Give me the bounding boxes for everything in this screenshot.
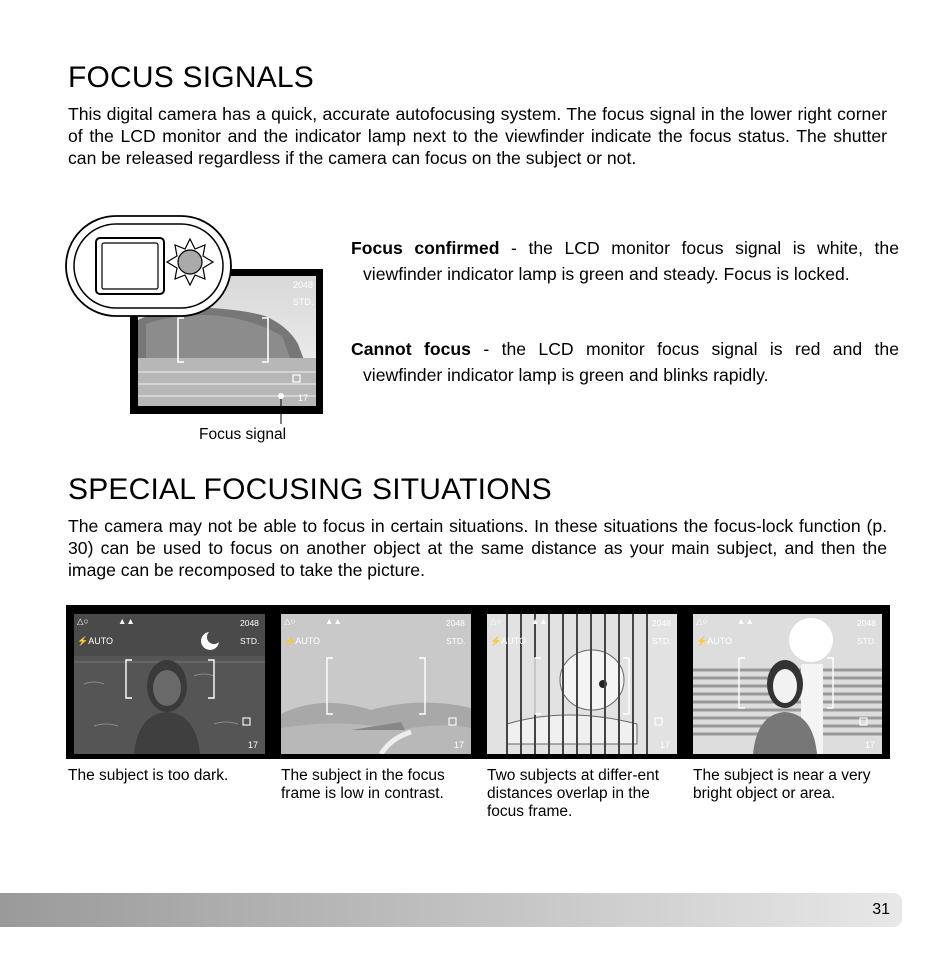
svg-text:⚡AUTO: ⚡AUTO [490, 636, 527, 646]
osd-count-4: 17 [865, 740, 876, 750]
example-bright-area [693, 614, 882, 754]
caption-overlap: Two subjects at differ-ent distances overlap in the focus frame. [487, 767, 660, 820]
page-number: 31 [872, 901, 890, 918]
example-low-contrast [281, 614, 471, 754]
osd-size-1: 2048 [240, 618, 259, 628]
osd-size-2: 2048 [446, 618, 465, 628]
osd-count-2: 17 [454, 740, 465, 750]
caption-low-contrast: The subject in the focus frame is low in contrast. [281, 767, 445, 802]
svg-text:▲▲: ▲▲ [531, 616, 548, 626]
osd-count-3: 17 [660, 740, 671, 750]
term-cannot-focus: Cannot focus [351, 339, 471, 359]
osd-image-quality: STD. [293, 297, 314, 307]
svg-text:⚡AUTO: ⚡AUTO [77, 636, 114, 646]
osd-flash-3: AUTO [501, 636, 527, 646]
svg-text:▲▲: ▲▲ [737, 616, 754, 626]
svg-text:△○: △○ [77, 616, 89, 626]
svg-text:△○: △○ [696, 616, 708, 626]
definition-focus-confirmed [351, 235, 899, 287]
osd-flash-1: AUTO [88, 636, 114, 646]
svg-text:△○: △○ [490, 616, 502, 626]
svg-text:⚡AUTO: ⚡AUTO [696, 636, 733, 646]
focus-signal-illustration [60, 212, 340, 447]
osd-frame-count: 17 [298, 393, 309, 403]
caption-bright: The subject is near a very bright object or area. [693, 767, 871, 802]
osd-quality-2: STD. [446, 636, 466, 646]
osd-quality-3: STD. [652, 636, 672, 646]
osd-flash-2: AUTO [295, 636, 321, 646]
svg-text:▲▲: ▲▲ [118, 616, 135, 626]
footer-bar [0, 893, 902, 927]
desc-focus-confirmed: - the LCD monitor focus signal is white, the viewfinder indicator lamp is green and steady. Focus is locked. [363, 238, 899, 284]
osd-quality-4: STD. [857, 636, 877, 646]
svg-text:⚡AUTO: ⚡AUTO [284, 636, 321, 646]
special-focusing-intro: The camera may not be able to focus in certain situations. In these situations the focus-lock function (p. 30) can be used to focus on another object at the same distance as your main subject, and then the image can be recomposed to take the picture. [68, 516, 887, 580]
example-strip [66, 605, 890, 759]
caption-too-dark: The subject is too dark. [68, 767, 229, 784]
osd-count-1: 17 [248, 740, 259, 750]
focus-signals-intro: This digital camera has a quick, accurate autofocusing system. The focus signal in the lower right corner of the LCD monitor and the indicator lamp next to the viewfinder indicate the focus status. The shutter can be released regardless if the camera can focus on the subject or not. [68, 104, 887, 168]
osd-image-size: 2048 [293, 280, 314, 290]
focus-signal-dot [278, 393, 284, 399]
definition-cannot-focus [351, 336, 899, 388]
osd-size-3: 2048 [652, 618, 671, 628]
heading-focus-signals: FOCUS SIGNALS [68, 61, 314, 94]
osd-flash-4: AUTO [707, 636, 733, 646]
focus-signal-caption: Focus signal [199, 426, 287, 443]
svg-text:▲▲: ▲▲ [325, 616, 342, 626]
osd-size-4: 2048 [857, 618, 876, 628]
desc-cannot-focus: - the LCD monitor focus signal is red and the viewfinder indicator lamp is green and blinks rapidly. [363, 339, 900, 385]
example-dark-subject [74, 614, 265, 754]
svg-text:△○: △○ [284, 616, 296, 626]
term-focus-confirmed: Focus confirmed [351, 238, 500, 258]
example-overlap [487, 614, 677, 754]
heading-special-focusing: SPECIAL FOCUSING SITUATIONS [68, 473, 552, 506]
osd-quality-1: STD. [240, 636, 260, 646]
